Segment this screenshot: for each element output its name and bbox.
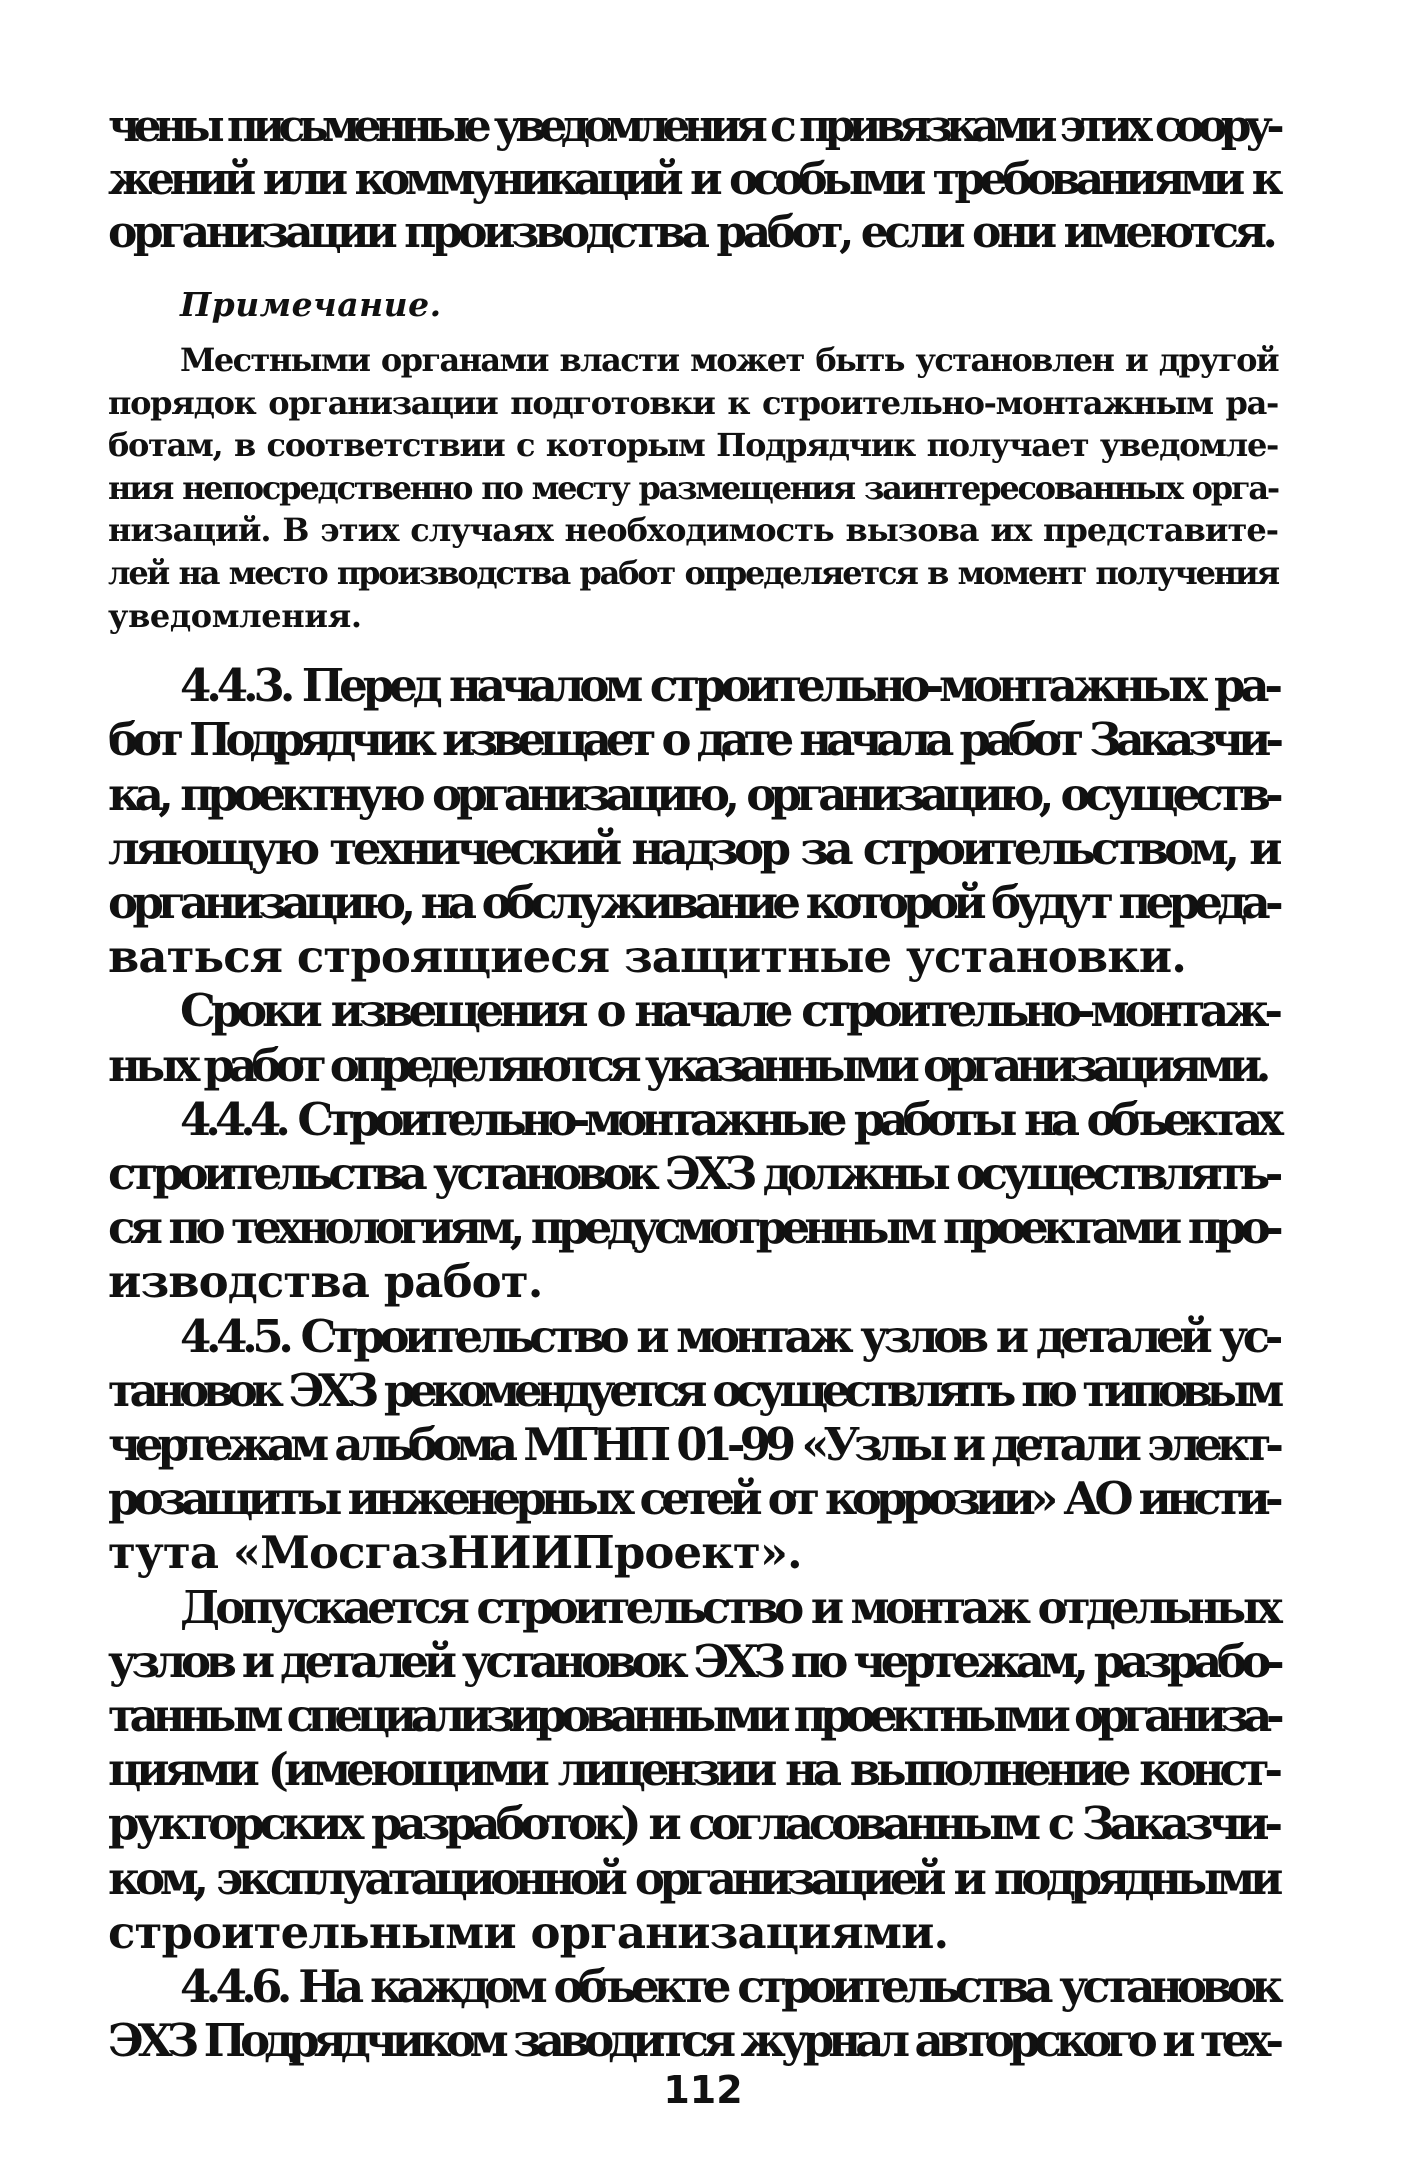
- paragraph-allowed-construction: [108, 1581, 1278, 1960]
- note-line: порядок организации подготовки к строительно-монтажным ра-: [108, 383, 1278, 422]
- text-line: чены письменные уведомления с привязками этих соору-: [108, 101, 1278, 152]
- text-line: ваться строящиеся защитные установки.: [108, 930, 1187, 984]
- note-line: лей на место производства работ определяется в момент получения: [108, 553, 1278, 592]
- text-line: ком, эксплуатационной организацией и подрядными: [108, 1851, 1278, 1905]
- text-line: узлов и деталей установок ЭХЗ по чертежам, разрабо-: [108, 1634, 1280, 1688]
- note-heading: Примечание.: [180, 285, 442, 324]
- text-line: бот Подрядчик извещает о дате начала работ Заказчи-: [108, 713, 1278, 767]
- text-line: строительными организациями.: [108, 1905, 949, 1959]
- text-line: изводства работ.: [108, 1255, 543, 1309]
- text-line: 4.4.4. Строительно-монтажные работы на объектах: [180, 1092, 1278, 1146]
- text-line: розащиты инженерных сетей от коррозии» АО инсти-: [108, 1472, 1278, 1526]
- text-line: ЭХЗ Подрядчиком заводится журнал авторского и тех-: [108, 2014, 1278, 2068]
- note-line: низаций. В этих случаях необходимость вызова их представите-: [108, 511, 1278, 550]
- text-line: чертежам альбома МГНП 01-99 «Узлы и детали элект-: [108, 1418, 1278, 1471]
- paragraph-4-4-5: [108, 1310, 1278, 1581]
- note-line: ботам, в соответствии с которым Подрядчик получает уведомле-: [108, 426, 1278, 465]
- note-line: уведомления.: [108, 596, 362, 635]
- text-line: ляющую технический надзор за строительством, и: [108, 821, 1278, 875]
- text-line: циями (имеющими лицензии на выполнение конст-: [108, 1743, 1278, 1797]
- text-line: тановок ЭХЗ рекомендуется осуществлять по типовым: [108, 1363, 1278, 1417]
- text-line: 4.4.5. Строительство и монтаж узлов и деталей ус-: [180, 1309, 1278, 1363]
- text-line: 4.4.3. Перед началом строительно-монтажных ра-: [180, 659, 1278, 713]
- text-line: тута «МосгазНИИПроект».: [108, 1526, 802, 1580]
- continuation-paragraph: [108, 100, 1278, 259]
- paragraph-notice-terms: [108, 984, 1278, 1092]
- text-line: танным специализированными проектными организа-: [108, 1689, 1279, 1743]
- paragraph-4-4-6: [108, 1960, 1278, 2068]
- paragraph-4-4-3: [108, 659, 1278, 984]
- text-line: рукторских разработок) и согласованным с Заказчи-: [108, 1797, 1278, 1851]
- note-line: Местными органами власти может быть установлен и другой: [180, 341, 1278, 379]
- text-line: строительства установок ЭХЗ должны осуществлять-: [108, 1146, 1278, 1200]
- text-line: организации производства работ, если они имеются.: [108, 207, 1274, 258]
- text-line: организацию, на обслуживание которой будут переда-: [108, 875, 1278, 929]
- text-line: 4.4.6. На каждом объекте строительства установок: [180, 1960, 1278, 2014]
- text-line: Сроки извещения о начале строительно-монтаж-: [180, 984, 1278, 1038]
- main-text: [108, 659, 1278, 2068]
- note-body: [108, 339, 1278, 637]
- note-line: ния непосредственно по месту размещения заинтересованных орга-: [108, 468, 1278, 507]
- text-line: ся по технологиям, предусмотренным проектами про-: [108, 1201, 1278, 1255]
- document-page: [108, 100, 1278, 2068]
- page-number: 112: [663, 2068, 743, 2112]
- text-line: ка, проектную организацию, организацию, осуществ-: [108, 767, 1278, 821]
- text-line: ных работ определяются указанными организациями.: [108, 1038, 1266, 1092]
- paragraph-4-4-4: [108, 1093, 1278, 1310]
- text-line: Допускается строительство и монтаж отдельных: [180, 1580, 1278, 1634]
- text-line: жений или коммуникаций и особыми требованиями к: [108, 154, 1278, 205]
